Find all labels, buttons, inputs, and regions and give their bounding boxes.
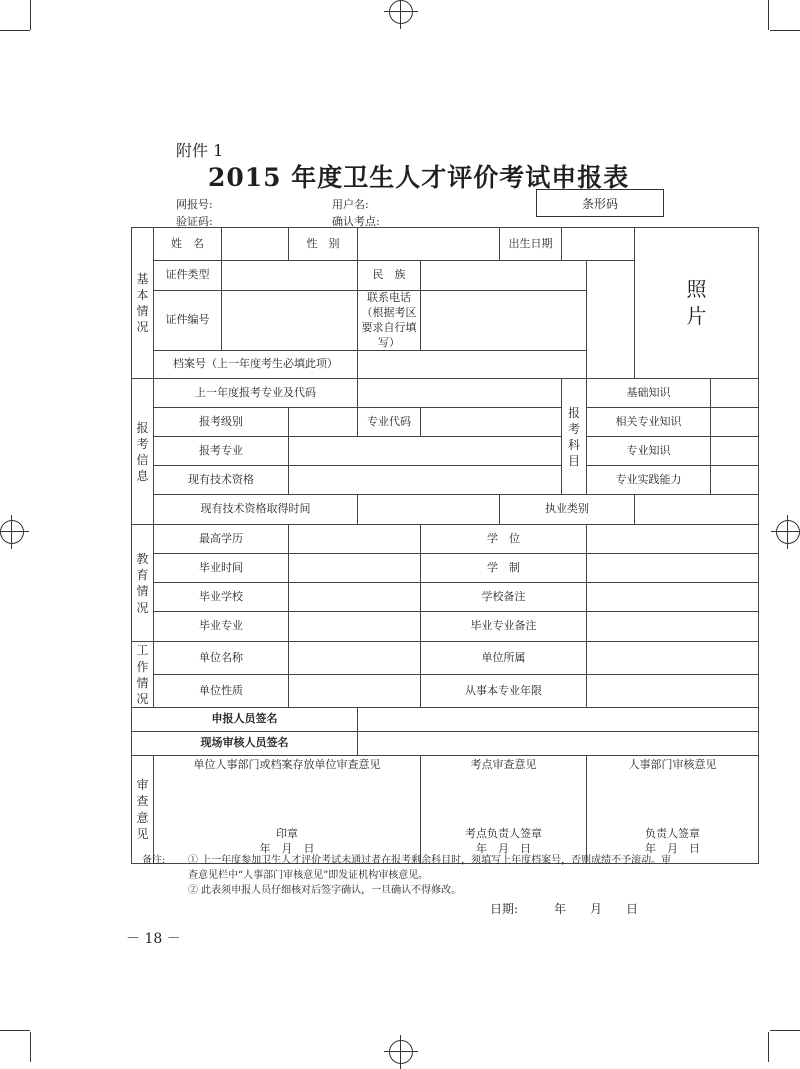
gender-label: 性 别 xyxy=(289,228,358,261)
birth-label: 出生日期 xyxy=(500,228,562,261)
grad-time-label: 毕业时间 xyxy=(154,554,289,583)
section-review: 审查意见 xyxy=(132,756,154,864)
subject-related: 相关专业知识 xyxy=(587,408,711,437)
major-code-label: 专业代码 xyxy=(358,408,421,437)
review-hr-date: 年 月 日 xyxy=(645,842,700,856)
edu-highest-label: 最高学历 xyxy=(154,525,289,554)
review-site-date: 年 月 日 xyxy=(476,842,531,856)
review-site-sign: 考点负责人签章 xyxy=(465,827,542,841)
major-note-label: 毕业专业备注 xyxy=(421,612,587,642)
review-unit-box[interactable] xyxy=(154,756,421,864)
section-basic-info: 基本情况 xyxy=(132,228,154,379)
name-label: 姓 名 xyxy=(154,228,222,261)
subject-major-check[interactable] xyxy=(711,437,759,466)
birth-input[interactable] xyxy=(562,228,635,261)
employer-label: 单位名称 xyxy=(154,642,289,675)
registration-mark-right-icon xyxy=(776,520,800,544)
schooling-input[interactable] xyxy=(587,554,759,583)
subject-practice-check[interactable] xyxy=(711,466,759,495)
subject-basic: 基础知识 xyxy=(587,379,711,408)
phone-input[interactable] xyxy=(421,291,587,351)
grad-time-input[interactable] xyxy=(289,554,421,583)
ethnic-label: 民 族 xyxy=(358,261,421,291)
onsite-sign-label: 现场审核人员签名 xyxy=(132,732,358,756)
section-work: 工作情况 xyxy=(132,642,154,708)
major-input[interactable] xyxy=(289,437,562,466)
username-label: 用户名: xyxy=(332,198,369,211)
practice-type-label: 执业类别 xyxy=(500,495,635,525)
major-code-input[interactable] xyxy=(421,408,562,437)
gender-input[interactable] xyxy=(358,228,500,261)
photo-char-2: 片 xyxy=(686,304,707,329)
employer-type-input[interactable] xyxy=(289,675,421,708)
review-unit-date: 年 月 日 xyxy=(259,842,315,856)
archive-no-label: 档案号（上一年度考生必填此项） xyxy=(154,351,358,379)
applicant-sign-label: 申报人员签名 xyxy=(132,708,358,732)
id-type-label: 证件类型 xyxy=(154,261,222,291)
years-label: 从事本专业年限 xyxy=(421,675,587,708)
onsite-sign-input[interactable] xyxy=(358,732,759,756)
barcode-label: 条形码 xyxy=(581,196,618,211)
subject-practice: 专业实践能力 xyxy=(587,466,711,495)
photo-char-1: 照 xyxy=(686,277,707,302)
employer-type-label: 单位性质 xyxy=(154,675,289,708)
notes-line-1: ① 上一年度参加卫生人才评价考试未通过者在报考剩余科目时，须填写上年度档案号，否则成绩不予滚动。审查意见栏中“人事部门审核意见”即发证机构审核意见。 xyxy=(188,855,672,881)
grad-major-label: 毕业专业 xyxy=(154,612,289,642)
major-label: 报考专业 xyxy=(154,437,289,466)
review-hr-box[interactable] xyxy=(587,756,759,864)
crop-mark-br-v xyxy=(768,1032,769,1062)
major-note-input[interactable] xyxy=(587,612,759,642)
id-type-input[interactable] xyxy=(222,261,358,291)
footer-date: 日期: 年 月 日 xyxy=(490,902,639,916)
edu-highest-input[interactable] xyxy=(289,525,421,554)
ethnic-input[interactable] xyxy=(421,261,587,291)
employer-loc-input[interactable] xyxy=(587,642,759,675)
attachment-label: 附件 1 xyxy=(176,141,224,160)
degree-label: 学 位 xyxy=(421,525,587,554)
phone-label: 联系电话（根据考区要求自行填写） xyxy=(358,291,421,351)
notes-line-2: ② 此表须申报人员仔细核对后签字确认，一旦确认不得修改。 xyxy=(188,885,462,896)
id-no-label: 证件编号 xyxy=(154,291,222,351)
photo-box[interactable] xyxy=(635,228,759,379)
last-major-label: 上一年度报考专业及代码 xyxy=(154,379,358,408)
employer-input[interactable] xyxy=(289,642,421,675)
barcode-box xyxy=(536,189,664,217)
form-title: 2015 年度卫生人才评价考试申报表 xyxy=(208,163,630,192)
name-input[interactable] xyxy=(222,228,289,261)
subject-basic-check[interactable] xyxy=(711,379,759,408)
section-exam-info: 报考信息 xyxy=(132,379,154,525)
schooling-label: 学 制 xyxy=(421,554,587,583)
review-site-title: 考点审查意见 xyxy=(470,758,537,772)
net-no-label: 网报号: xyxy=(176,198,213,211)
id-no-input[interactable] xyxy=(222,291,358,351)
crop-mark-tl-v xyxy=(30,0,31,30)
school-note-label: 学校备注 xyxy=(421,583,587,612)
section-subjects: 报考科目 xyxy=(562,379,587,495)
employer-loc-label: 单位所属 xyxy=(421,642,587,675)
years-input[interactable] xyxy=(587,675,759,708)
registration-mark-bottom-icon xyxy=(389,1040,413,1064)
archive-no-input[interactable] xyxy=(358,351,587,379)
degree-input[interactable] xyxy=(587,525,759,554)
last-major-input[interactable] xyxy=(358,379,562,408)
registration-mark-left-icon xyxy=(0,520,24,544)
current-qual-input[interactable] xyxy=(289,466,562,495)
crop-mark-br-h xyxy=(770,1030,800,1031)
notes-label: 备注: xyxy=(142,855,166,866)
subject-related-check[interactable] xyxy=(711,408,759,437)
level-input[interactable] xyxy=(289,408,358,437)
crop-mark-tr-h xyxy=(770,30,800,31)
applicant-sign-input[interactable] xyxy=(358,708,759,732)
review-unit-seal: 印章 xyxy=(276,827,298,841)
section-education: 教育情况 xyxy=(132,525,154,642)
school-note-input[interactable] xyxy=(587,583,759,612)
level-label: 报考级别 xyxy=(154,408,289,437)
review-hr-title: 人事部门审核意见 xyxy=(628,758,717,772)
qual-time-label: 现有技术资格取得时间 xyxy=(154,495,358,525)
grad-major-input[interactable] xyxy=(289,612,421,642)
practice-type-input[interactable] xyxy=(635,495,759,525)
current-qual-label: 现有技术资格 xyxy=(154,466,289,495)
subject-major: 专业知识 xyxy=(587,437,711,466)
crop-mark-tl-h xyxy=(0,30,30,31)
page-number: － 18 － xyxy=(126,931,181,947)
qual-time-input[interactable] xyxy=(358,495,500,525)
application-form-table xyxy=(131,227,759,864)
school-input[interactable] xyxy=(289,583,421,612)
review-hr-sign: 负责人签章 xyxy=(645,827,700,841)
crop-mark-bl-h xyxy=(0,1030,30,1031)
verify-code-label: 验证码: xyxy=(176,215,213,228)
crop-mark-bl-v xyxy=(30,1032,31,1062)
confirm-site-label: 确认考点: xyxy=(332,215,380,228)
crop-mark-tr-v xyxy=(768,0,769,30)
school-label: 毕业学校 xyxy=(154,583,289,612)
notes-block xyxy=(142,853,672,898)
review-site-box[interactable] xyxy=(421,756,587,864)
review-unit-title: 单位人事部门或档案存放单位审查意见 xyxy=(193,758,381,772)
registration-mark-top-icon xyxy=(389,0,413,24)
